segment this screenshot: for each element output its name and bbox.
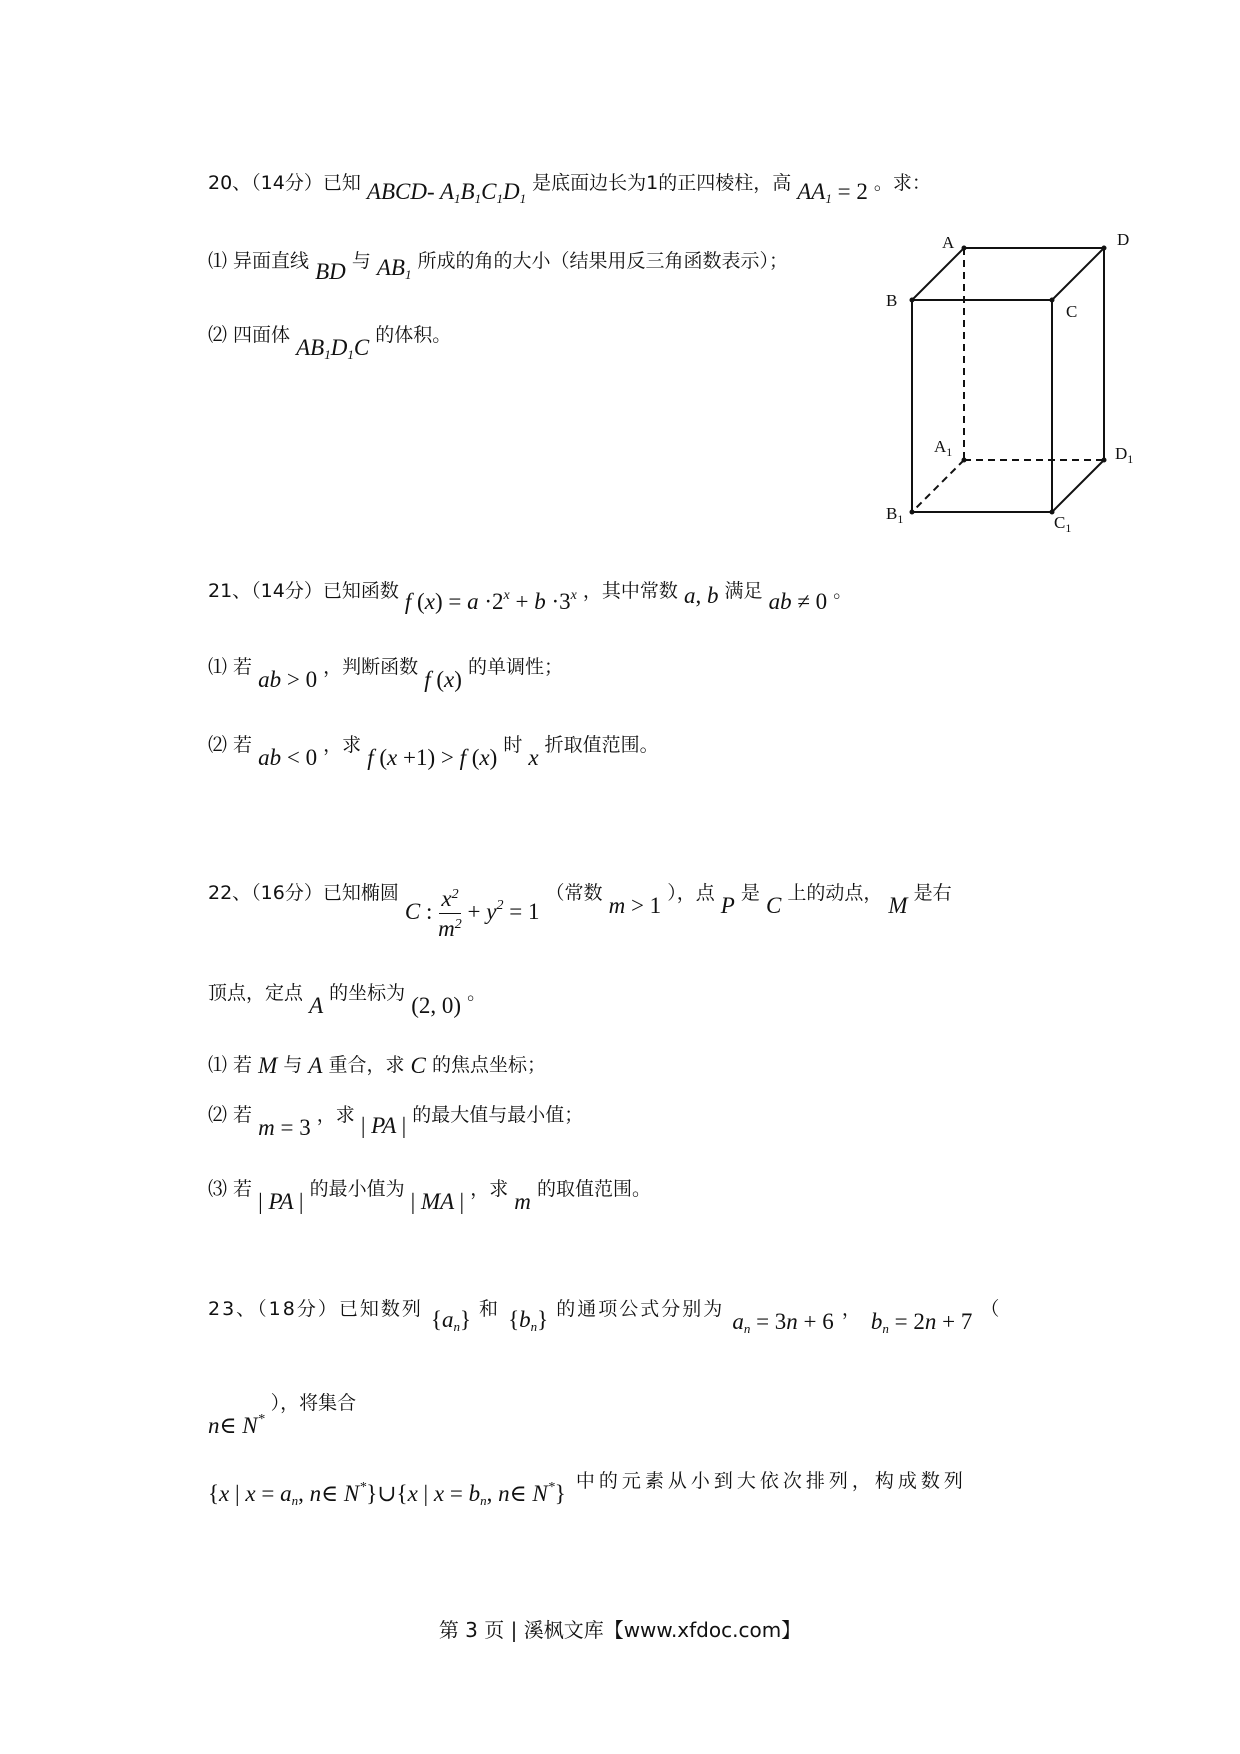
q20-part2: ⑵ 四面体 AB1D1C 的体积。 [208,324,452,362]
q22-line2: 顶点，定点 A 的坐标为 (2, 0) 。 [208,982,487,1018]
math-a-sym: A [308,1053,323,1078]
math-prism: ABCD- A1B1C1D1 [366,179,527,206]
label-a: A [942,233,955,252]
q22-part1: ⑴ 若 M 与 A 重合，求 C 的焦点坐标； [208,1053,546,1078]
label-d: D [1117,230,1130,249]
label-c: C [1066,302,1078,321]
q20-line1: 20、（14分）已知 ABCD- A1B1C1D1 是底面边长为1的正四棱柱，高 AA1 = 2 。求： [208,172,931,206]
label-d1: $D_1$ [1115,444,1134,466]
edge-c1d1 [1052,460,1104,512]
math-ellipse: C : $\frac{x^2}{m^2}$ + $y^2 = 1$ [404,886,540,942]
hidden-edge-a1b1 [912,460,964,512]
q22-part3: ⑶ 若 | PA | 的最小值为 | MA | ，求 m 的取值范围。 [208,1178,651,1214]
math-bn-formula: bn = 2n + 7 [870,1309,973,1336]
math-pa: | PA | [360,1113,407,1138]
math-bd: BD [315,259,346,284]
top-face [912,248,1104,300]
math-m-sym: M [258,1053,278,1078]
math-inequality: f (x +1) > f (x) [367,745,498,770]
math-coord: (2, 0) [411,993,462,1018]
math-an: {an} [430,1307,471,1334]
math-m-eq3: m = 3 [258,1115,311,1140]
math-an-formula: an = 3n + 6 [732,1309,834,1336]
label-b1: $B_1$ [886,504,904,526]
math-p: P [720,893,735,919]
q21-part2: ⑵ 若 ab < 0 ，求 f (x +1) > f (x) 时 x 折取值范围。 [208,734,659,770]
math-ab-lt0: ab < 0 [258,745,318,770]
label-b: B [886,291,898,310]
math-height: AA1 = 2 [797,179,868,206]
math-c-sym: C [410,1053,426,1078]
label-c1: $C_1$ [1054,513,1072,534]
math-function: f $(x) = a \cdot 2^x + b \cdot 3^x$ [404,588,577,614]
math-ab-const: a, b [683,583,719,608]
math-m-var: m [514,1189,531,1214]
page-footer: 第 3 页 | 溪枫文库【www.xfdoc.com】 [438,1618,802,1642]
prism-figure [868,224,1148,534]
math-a-point: A [309,993,324,1018]
math-x: x [528,745,539,770]
math-bn: {bn} [508,1307,549,1334]
math-c: C [765,893,782,919]
q21-line1: 21、（14分）已知函数 f $(x) = a \cdot 2^x + b \cdot 3^x$ ，其中常数 a, b 满足 ab ≠ 0 。 [208,580,853,614]
math-n-in-n: n∈ N* [208,1412,265,1438]
q21-part1: ⑴ 若 ab > 0 ，判断函数 f (x) 的单调性； [208,656,563,692]
q23-line1: 23、（18分）已知数列 {an} 和 {bn} 的通项公式分别为 an = 3n + 6 ， bn = 2n + 7 （ [208,1298,1002,1336]
q20-part1: ⑴ 异面直线 BD 与 AB1 所成的角的大小（结果用反三角函数表示）； [208,250,789,284]
q23-line3: {x | x = an, n∈ N*}∪{x | x = bn, n∈ N*} 中的元素从小到大依次排列，构成数列 [208,1470,967,1508]
math-ab1: AB1 [376,255,412,282]
q22-part2: ⑵ 若 m = 3 ，求 | PA | 的最大值与最小值； [208,1104,584,1140]
math-fx: f (x) [424,667,462,692]
q22-line1: 22、（16分）已知椭圆 C : $\frac{x^2}{m^2}$ + $y^2 = 1$ （常数 m > 1 ），点 P 是 C 上的动点， M 是右 [208,882,952,942]
q23-line2: n∈ N* ），将集合 [208,1392,357,1438]
math-pa-2: | PA | [258,1189,304,1214]
math-ma: | MA | [410,1189,465,1214]
math-tetrahedron: AB1D1C [296,335,370,362]
label-a1: $A_1$ [934,437,953,459]
math-m-point: M [888,893,908,919]
math-ab-gt0: ab > 0 [258,667,318,692]
math-m-gt1: m > 1 [608,893,662,919]
math-set-union: {x | x = an, n∈ N*}∪{x | x = bn, n∈ N*} [208,1480,566,1508]
math-ab-ne0: ab ≠ 0 [768,589,828,614]
